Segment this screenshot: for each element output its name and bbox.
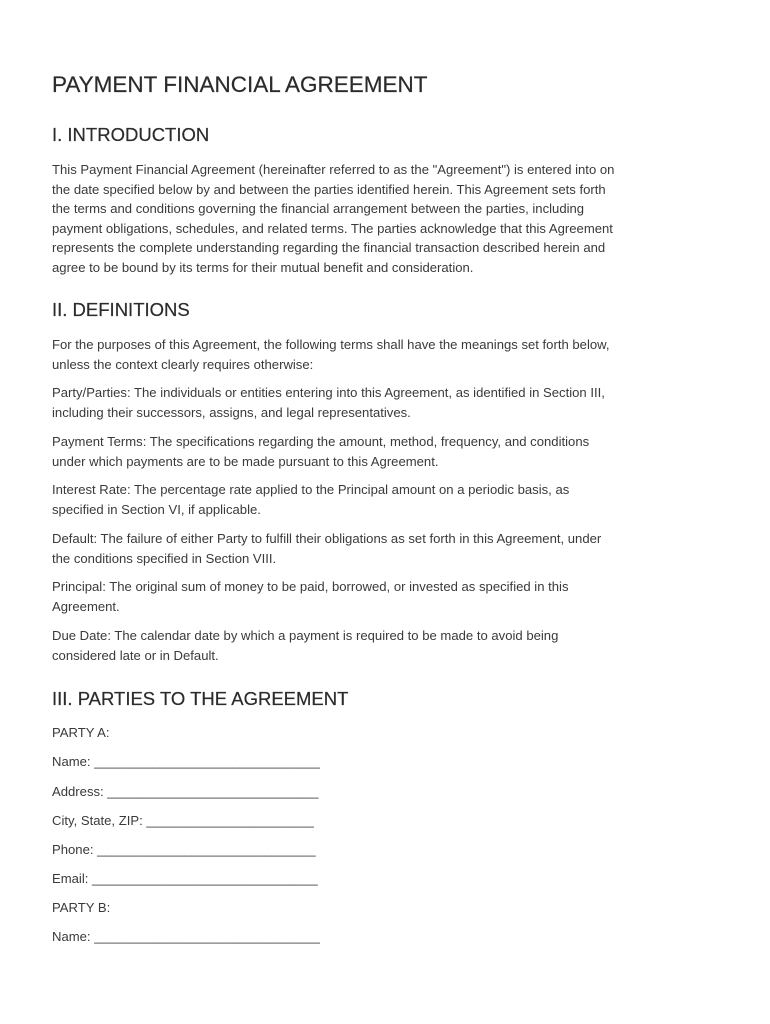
party-b-name-field[interactable]: Name: _______________________________ <box>52 929 320 944</box>
party-a-address-field[interactable]: Address: _____________________________ <box>52 784 319 799</box>
text-line: For the purposes of this Agreement, the following terms shall have the meanings set forth below, <box>52 337 610 352</box>
text-line: agree to be bound by its terms for their mutual benefit and consideration. <box>52 259 474 275</box>
text-line: considered late or in Default. <box>52 647 219 663</box>
text-line: This Payment Financial Agreement (hereinafter referred to as the "Agreement") is entered into on <box>52 162 615 177</box>
text-line: payment obligations, schedules, and related terms. The parties acknowledge that this Agreement <box>52 220 613 236</box>
text-line: under which payments are to be made pursuant to this Agreement. <box>52 453 439 469</box>
document-title: PAYMENT FINANCIAL AGREEMENT <box>52 72 428 97</box>
definition-interest-rate <box>52 480 732 519</box>
definition-principal <box>52 577 732 616</box>
text-line: Principal: The original sum of money to be paid, borrowed, or invested as specified in this <box>52 579 569 594</box>
text-line: Interest Rate: The percentage rate applied to the Principal amount on a periodic basis, as <box>52 482 570 497</box>
text-line: Default: The failure of either Party to fulfill their obligations as set forth in this Agreement, under <box>52 531 602 546</box>
text-line: Payment Terms: The specifications regarding the amount, method, frequency, and conditions <box>52 434 590 449</box>
text-line: the date specified below by and between the parties identified herein. This Agreement sets forth <box>52 181 606 197</box>
party-a-phone-field[interactable]: Phone: ______________________________ <box>52 842 316 857</box>
text-line: Agreement. <box>52 598 120 614</box>
definition-due-date <box>52 626 732 665</box>
text-line: specified in Section VI, if applicable. <box>52 501 261 517</box>
text-line: the terms and conditions governing the financial arrangement between the parties, including <box>52 201 585 216</box>
party-a-label: PARTY A: <box>52 725 110 740</box>
introduction-paragraph <box>52 160 732 277</box>
definitions-heading: II. DEFINITIONS <box>52 299 190 320</box>
text-line: unless the context clearly requires otherwise: <box>52 356 314 372</box>
definition-party <box>52 383 732 422</box>
party-a-city-field[interactable]: City, State, ZIP: _______________________ <box>52 813 314 828</box>
introduction-heading: I. INTRODUCTION <box>52 124 210 145</box>
definition-payment-terms <box>52 432 732 471</box>
party-a-name-field[interactable]: Name: _______________________________ <box>52 754 320 769</box>
text-line: Due Date: The calendar date by which a payment is required to be made to avoid being <box>52 628 559 643</box>
definitions-intro <box>52 335 732 374</box>
text-line: represents the complete understanding regarding the financial transaction described herein and <box>52 240 606 255</box>
definition-default <box>52 529 732 568</box>
text-line: including their successors, assigns, and legal representatives. <box>52 404 411 420</box>
parties-heading: III. PARTIES TO THE AGREEMENT <box>52 688 349 709</box>
party-b-label: PARTY B: <box>52 900 111 915</box>
text-line: the conditions specified in Section VIII. <box>52 550 277 566</box>
text-line: Party/Parties: The individuals or entities entering into this Agreement, as identified in Section III, <box>52 385 605 400</box>
party-a-email-field[interactable]: Email: _______________________________ <box>52 871 318 886</box>
